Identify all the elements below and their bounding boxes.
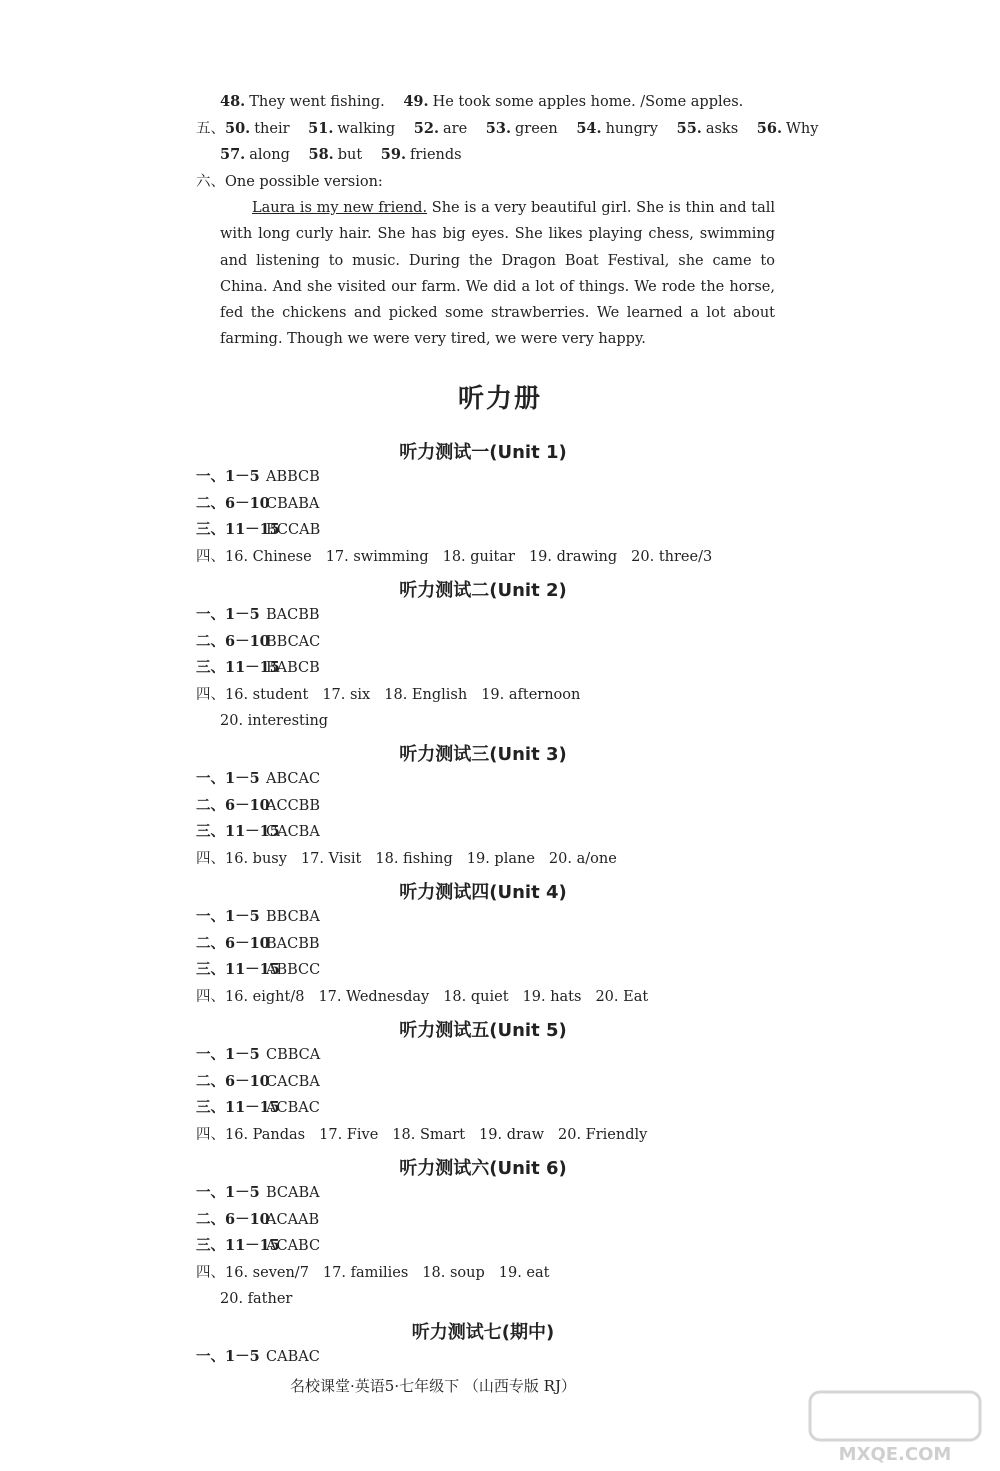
test-6-row-4: 四、16. seven/7 17. families 18. soup 19. eat	[196, 1265, 550, 1281]
test-5-row-4: 四、16. Pandas 17. Five 18. Smart 19. draw 20. Friendly	[196, 1127, 648, 1143]
book-title: 听力册	[457, 384, 542, 414]
test-5-row-3: 三、11－15ACBAC	[196, 1099, 320, 1116]
test-2-row-1: 一、1－5 BACBB	[196, 606, 320, 623]
test-4-row-2: 二、6－10BACBB	[196, 935, 320, 952]
test-6-row-3: 三、11－15ACABC	[196, 1237, 321, 1254]
test-7-title: 听力测试七(期中)	[411, 1322, 555, 1343]
test-3-title: 听力测试三(Unit 3)	[399, 744, 567, 765]
test-7-row-1: 一、1－5 CABAC	[196, 1348, 320, 1365]
test-3-row-3: 三、11－15CACBA	[196, 823, 320, 840]
test-3-row-4: 四、16. busy 17. Visit 18. fishing 19. plane 20. a/one	[196, 851, 617, 867]
test-4-title: 听力测试四(Unit 4)	[399, 882, 567, 903]
test-2-row-4: 四、16. student 17. six 18. English 19. afternoon	[196, 687, 581, 703]
test-2-row-5: 20. interesting	[220, 713, 329, 729]
test-6-row-1: 一、1－5 BCABA	[196, 1184, 320, 1201]
test-6-title: 听力测试六(Unit 6)	[399, 1158, 567, 1179]
test-3-row-1: 一、1－5 ABCAC	[196, 770, 321, 787]
test-6-row-2: 二、6－10ACAAB	[196, 1211, 320, 1228]
test-2-title: 听力测试二(Unit 2)	[399, 580, 567, 601]
test-6-row-5: 20. father	[220, 1291, 293, 1307]
test-3-row-2: 二、6－10ACCBB	[196, 797, 320, 814]
answer-line-48-49: 48. They went fishing. 49. He took some apples home. /Some apples.	[220, 93, 744, 110]
test-5-row-1: 一、1－5 CBBCA	[196, 1046, 321, 1063]
test-1-title: 听力测试一(Unit 1)	[399, 442, 567, 463]
test-1-row-1: 一、1－5 ABBCB	[196, 468, 320, 485]
test-4-row-3: 三、11－15ABBCC	[196, 961, 321, 978]
test-4-row-4: 四、16. eight/8 17. Wednesday 18. quiet 19. hats 20. Eat	[196, 989, 649, 1005]
test-2-row-3: 三、11－15BABCB	[196, 659, 320, 676]
test-5-row-2: 二、6－10CACBA	[196, 1073, 320, 1090]
test-1-row-2: 二、6－10CBABA	[196, 495, 320, 512]
test-1-row-4: 四、16. Chinese 17. swimming 18. guitar 19. drawing 20. three/3	[196, 549, 713, 565]
watermark-text: MXQE.COM	[838, 1444, 952, 1465]
test-5-title: 听力测试五(Unit 5)	[399, 1020, 567, 1041]
watermark-logo-icon	[800, 1388, 990, 1468]
page-footer: 名校课堂·英语5·七年级下 （山西专版 RJ）	[290, 1377, 576, 1395]
test-4-row-1: 一、1－5 BBCBA	[196, 908, 320, 925]
section-five-line-1: 五、50. their 51. walking 52. are 53. green 54. hungry 55. asks 56. Why	[196, 120, 819, 137]
section-five-line-2: 57. along 58. but 59. friends	[220, 146, 462, 163]
section-six-heading: 六、One possible version:	[196, 174, 383, 190]
test-1-row-3: 三、11－15BCCAB	[196, 521, 321, 538]
test-2-row-2: 二、6－10BBCAC	[196, 633, 321, 650]
sample-essay: Laura is my new friend. She is a very beautiful girl. She is thin and tall with long curly hair. She has big eyes. She likes playing chess, swimming and listening to music. During the Dragon Boat Festival, she came to China. And she visited our farm. We did a lot of things. We rode the horse, fed the chickens and picked some strawberries. We learned a lot about farming. Though we were very tired, we were very happy.	[220, 200, 775, 348]
